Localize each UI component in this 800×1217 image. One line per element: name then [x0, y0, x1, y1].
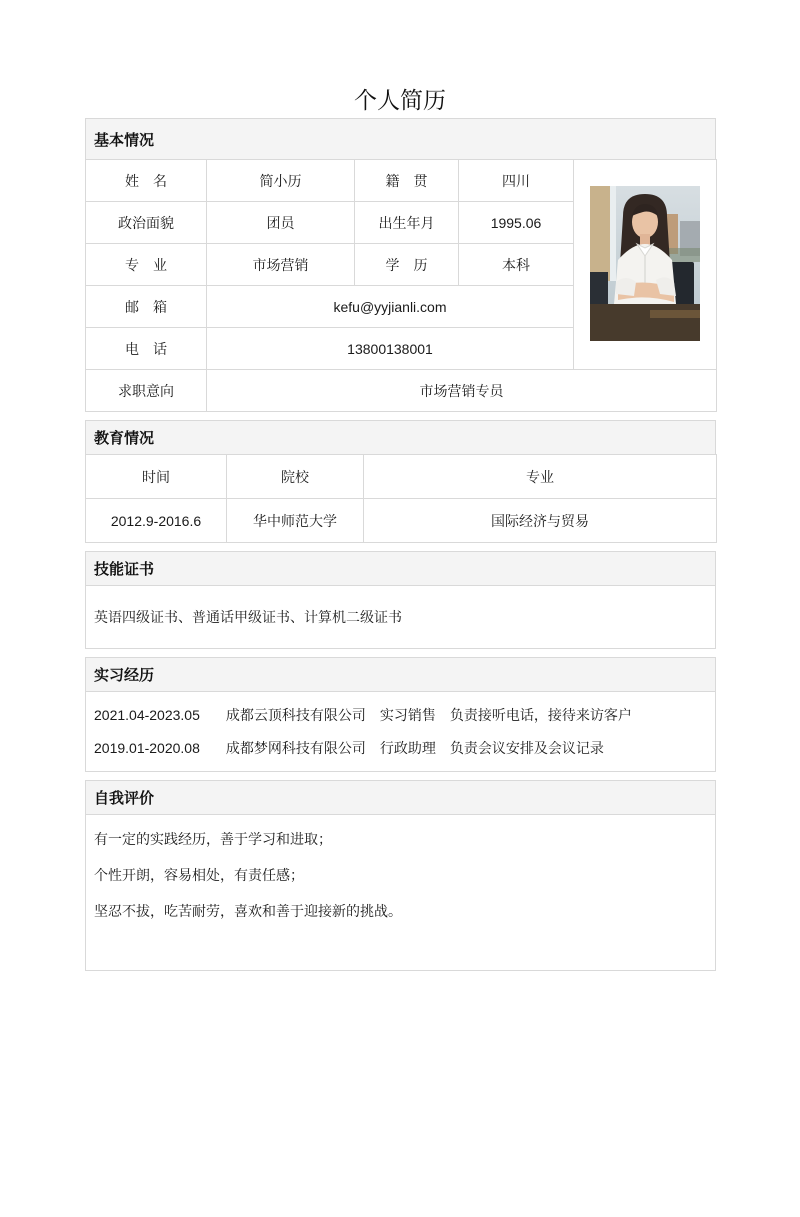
- certificates-content: 英语四级证书、普通话甲级证书、计算机二级证书: [85, 585, 716, 649]
- table-row: [86, 160, 717, 202]
- birth-value: 1995.06: [459, 202, 574, 244]
- objective-label: 求职意向: [86, 370, 207, 412]
- internship-company: 成都梦网科技有限公司: [225, 740, 366, 756]
- table-row: [86, 370, 717, 412]
- section-basic-info: [85, 118, 716, 412]
- self-evaluation-heading: 自我评价: [85, 780, 716, 815]
- section-education: [85, 420, 716, 543]
- degree-label: 学 历: [355, 244, 459, 286]
- internship-role: 实习销售: [379, 707, 436, 723]
- self-evaluation-line: 坚忍不拔，吃苦耐劳，喜欢和善于迎接新的挑战。: [94, 903, 402, 919]
- edu-school: 华中师范大学: [227, 499, 364, 543]
- edu-col-school: 院校: [227, 455, 364, 499]
- degree-value: 本科: [459, 244, 574, 286]
- edu-major: 国际经济与贸易: [364, 499, 717, 543]
- internship-company: 成都云顶科技有限公司: [225, 707, 366, 723]
- email-label: 邮 箱: [86, 286, 207, 328]
- name-value: 简小历: [207, 160, 355, 202]
- self-evaluation-line: 个性开朗，容易相处，有责任感；: [94, 867, 304, 883]
- objective-value: 市场营销专员: [207, 370, 717, 412]
- profile-photo: [590, 186, 700, 341]
- political-label: 政治面貌: [86, 202, 207, 244]
- self-evaluation-line: 有一定的实践经历，善于学习和进取；: [94, 831, 332, 847]
- internship-content: [85, 691, 716, 772]
- basic-info-table: [85, 159, 717, 412]
- table-header-row: [86, 455, 717, 499]
- self-evaluation-content: [85, 814, 716, 971]
- internship-duty: 负责接听电话，接待来访客户: [449, 707, 632, 723]
- political-value: 团员: [207, 202, 355, 244]
- photo-cell: [574, 160, 717, 370]
- origin-value: 四川: [459, 160, 574, 202]
- internship-period: 2019.01-2020.08: [94, 740, 200, 756]
- email-value: kefu@yyjianli.com: [207, 286, 574, 328]
- certificates-heading: 技能证书: [85, 551, 716, 586]
- internship-role: 行政助理: [379, 740, 436, 756]
- phone-value: 13800138001: [207, 328, 574, 370]
- page-title: 个人简历: [354, 88, 446, 113]
- name-label: 姓 名: [86, 160, 207, 202]
- internship-duty: 负责会议安排及会议记录: [449, 740, 604, 756]
- internship-item: [94, 705, 707, 725]
- internship-period: 2021.04-2023.05: [94, 707, 200, 723]
- edu-col-time: 时间: [86, 455, 227, 499]
- edu-col-major: 专业: [364, 455, 717, 499]
- major-value: 市场营销: [207, 244, 355, 286]
- origin-label: 籍 贯: [355, 160, 459, 202]
- education-heading: 教育情况: [85, 420, 716, 455]
- education-table: [85, 454, 717, 543]
- resume-document: [85, 118, 716, 971]
- basic-info-heading: 基本情况: [85, 118, 716, 160]
- section-self-evaluation: [85, 780, 716, 971]
- major-label: 专 业: [86, 244, 207, 286]
- edu-time: 2012.9-2016.6: [86, 499, 227, 543]
- section-certificates: [85, 551, 716, 649]
- internship-heading: 实习经历: [85, 657, 716, 692]
- internship-item: [94, 738, 707, 758]
- table-row: [86, 499, 717, 543]
- birth-label: 出生年月: [355, 202, 459, 244]
- section-internship: [85, 657, 716, 772]
- phone-label: 电 话: [86, 328, 207, 370]
